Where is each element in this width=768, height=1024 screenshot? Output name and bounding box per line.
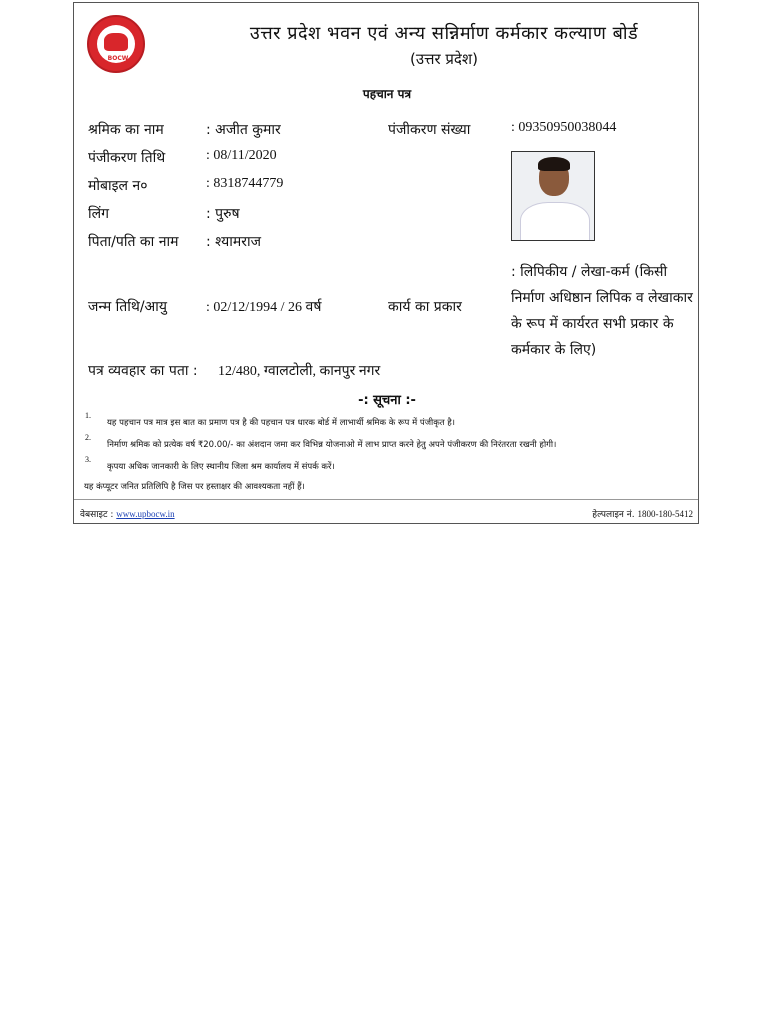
helpline-label: हेल्पलाइन नं. [592,510,635,520]
name-value: : अजीत कुमार [206,122,281,138]
regdate-value: : 08/11/2020 [206,148,277,163]
regno-value: : 09350950038044 [511,120,617,135]
member-photo [511,151,595,241]
mobile-value: : 8318744779 [206,176,284,191]
gender-label: लिंग [88,206,109,222]
notice-list [82,411,692,477]
computer-generated-note: यह कंप्यूटर जनित प्रतिलिपि है जिस पर हस्ताक्षर की आवश्यकता नहीं हैं। [84,482,305,492]
website-label: वेबसाइट : [80,510,114,520]
board-subtitle: (उत्तर प्रदेश) [410,50,478,68]
website-info [80,507,175,520]
worktype-label: कार्य का प्रकार [388,299,462,315]
address-value: 12/480, ग्वालटोली, कानपुर नगर [218,364,381,379]
worktype-value: : लिपिकीय / लेखा-कर्म (किसी निर्माण अधिष्ठान लिपिक व लेखाकार के रूप में कार्यरत सभी प्रकार के कर्मकार के लिए) [511,264,693,358]
notice-item: 2. निर्माण श्रमिक को प्रत्येक वर्ष ₹20.00/- का अंशदान जमा कर विभिन्न योजनाओ में लाभ प्राप्त करने हेतु अपने पंजीकरण की निरंतरता रखनी होगी। [85,433,557,450]
name-label: श्रमिक का नाम [88,122,164,138]
bocw-logo-icon [87,15,145,73]
helpline-number: 1800-180-5412 [637,509,693,519]
board-title: उत्तर प्रदेश भवन एवं अन्य सन्निर्माण कर्मकार कल्याण बोर्ड [249,23,639,44]
notice-item: 3. कृपया अधिक जानकारी के लिए स्थानीय जिला श्रम कार्यालय में संपर्क करें। [85,455,335,472]
footer-divider [74,499,698,500]
notice-heading: -: सूचना :- [358,393,416,408]
card-title: पहचान पत्र [362,87,412,101]
dob-label: जन्म तिथि/आयु [88,299,167,315]
website-link[interactable]: www.upbocw.in [116,509,175,519]
address-label: पत्र व्यवहार का पता : [88,363,198,379]
father-value: : श्यामराज [206,234,261,250]
regno-label: पंजीकरण संख्या [388,122,471,138]
father-label: पिता/पति का नाम [88,234,179,250]
mobile-label: मोबाइल न० [88,178,148,194]
logo-text: BOCW [107,55,129,62]
helpline-info [592,507,693,520]
dob-value: : 02/12/1994 / 26 वर्ष [206,300,322,315]
regdate-label: पंजीकरण तिथि [88,150,166,166]
gender-value: : पुरुष [206,206,240,222]
notice-item: 1. यह पहचान पत्र मात्र इस बात का प्रमाण पत्र है की पहचान पत्र धारक बोर्ड में लाभार्थी श्रमिक के रूप में पंजीकृत है। [85,411,456,428]
identity-card [73,2,699,524]
